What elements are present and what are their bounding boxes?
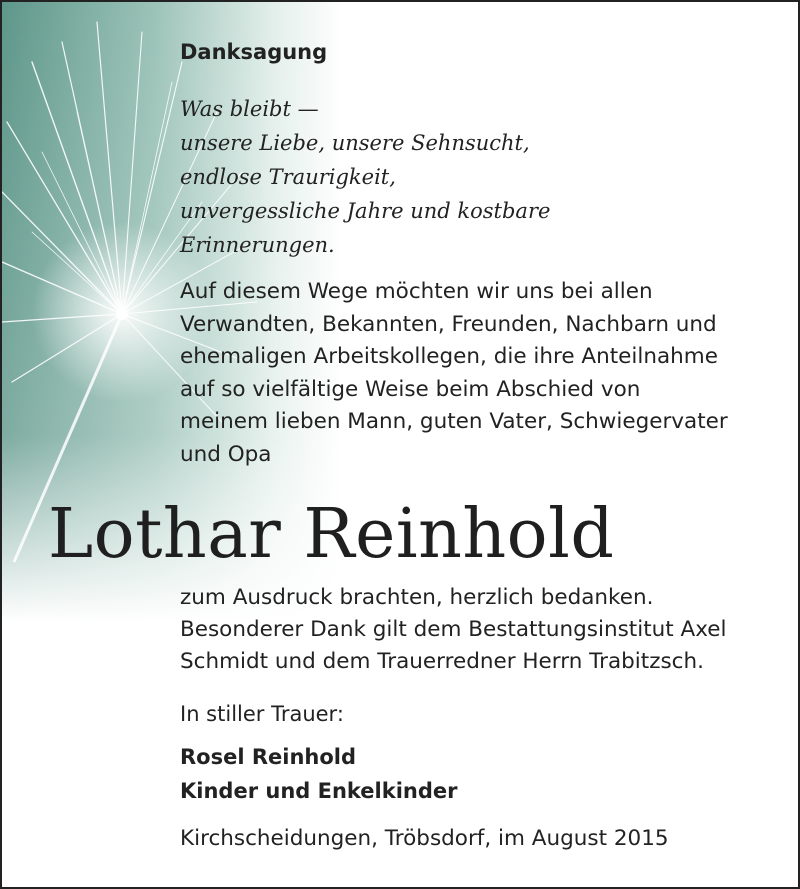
place-date: Kirchscheidungen, Tröbsdorf, im August 2015 (180, 826, 669, 851)
paragraph-line: und Opa (180, 441, 272, 467)
closing-paragraph (180, 582, 727, 678)
thanks-paragraph (180, 276, 790, 471)
poem-line: unsere Liebe, unsere Sehnsucht, (180, 131, 530, 155)
poem (180, 92, 550, 262)
paragraph-line: Verwandten, Bekannten, Freunden, Nachbarn und (180, 311, 717, 337)
notice-heading: Danksagung (180, 40, 328, 64)
poem-line: Was bleibt — (180, 97, 319, 121)
mourning-label: In stiller Trauer: (180, 702, 344, 726)
paragraph-line: Auf diesem Wege möchten wir uns bei allen (180, 279, 653, 304)
paragraph-line: ehemaligen Arbeitskollegen, die ihre Anteilnahme (180, 344, 718, 369)
poem-line: unvergessliche Jahre und kostbare (180, 199, 551, 223)
poem-line: Erinnerungen. (180, 233, 335, 257)
mourner-name: Rosel Reinhold (180, 745, 357, 769)
paragraph-line: zum Ausdruck brachten, herzlich bedanken. (180, 585, 654, 610)
mourner-name: Kinder und Enkelkinder (180, 779, 458, 803)
paragraph-line: meinem lieben Mann, guten Vater, Schwiegervater (180, 409, 728, 434)
paragraph-line: Besonderer Dank gilt dem Bestattungsinstitut Axel (180, 617, 727, 642)
poem-line: endlose Traurigkeit, (180, 165, 396, 189)
mourners-list (180, 740, 458, 808)
paragraph-line: Schmidt und dem Trauerredner Herrn Trabitzsch. (180, 649, 704, 674)
deceased-name: Lothar Reinhold (48, 495, 615, 574)
paragraph-line: auf so vielfältige Weise beim Abschied von (180, 376, 641, 402)
